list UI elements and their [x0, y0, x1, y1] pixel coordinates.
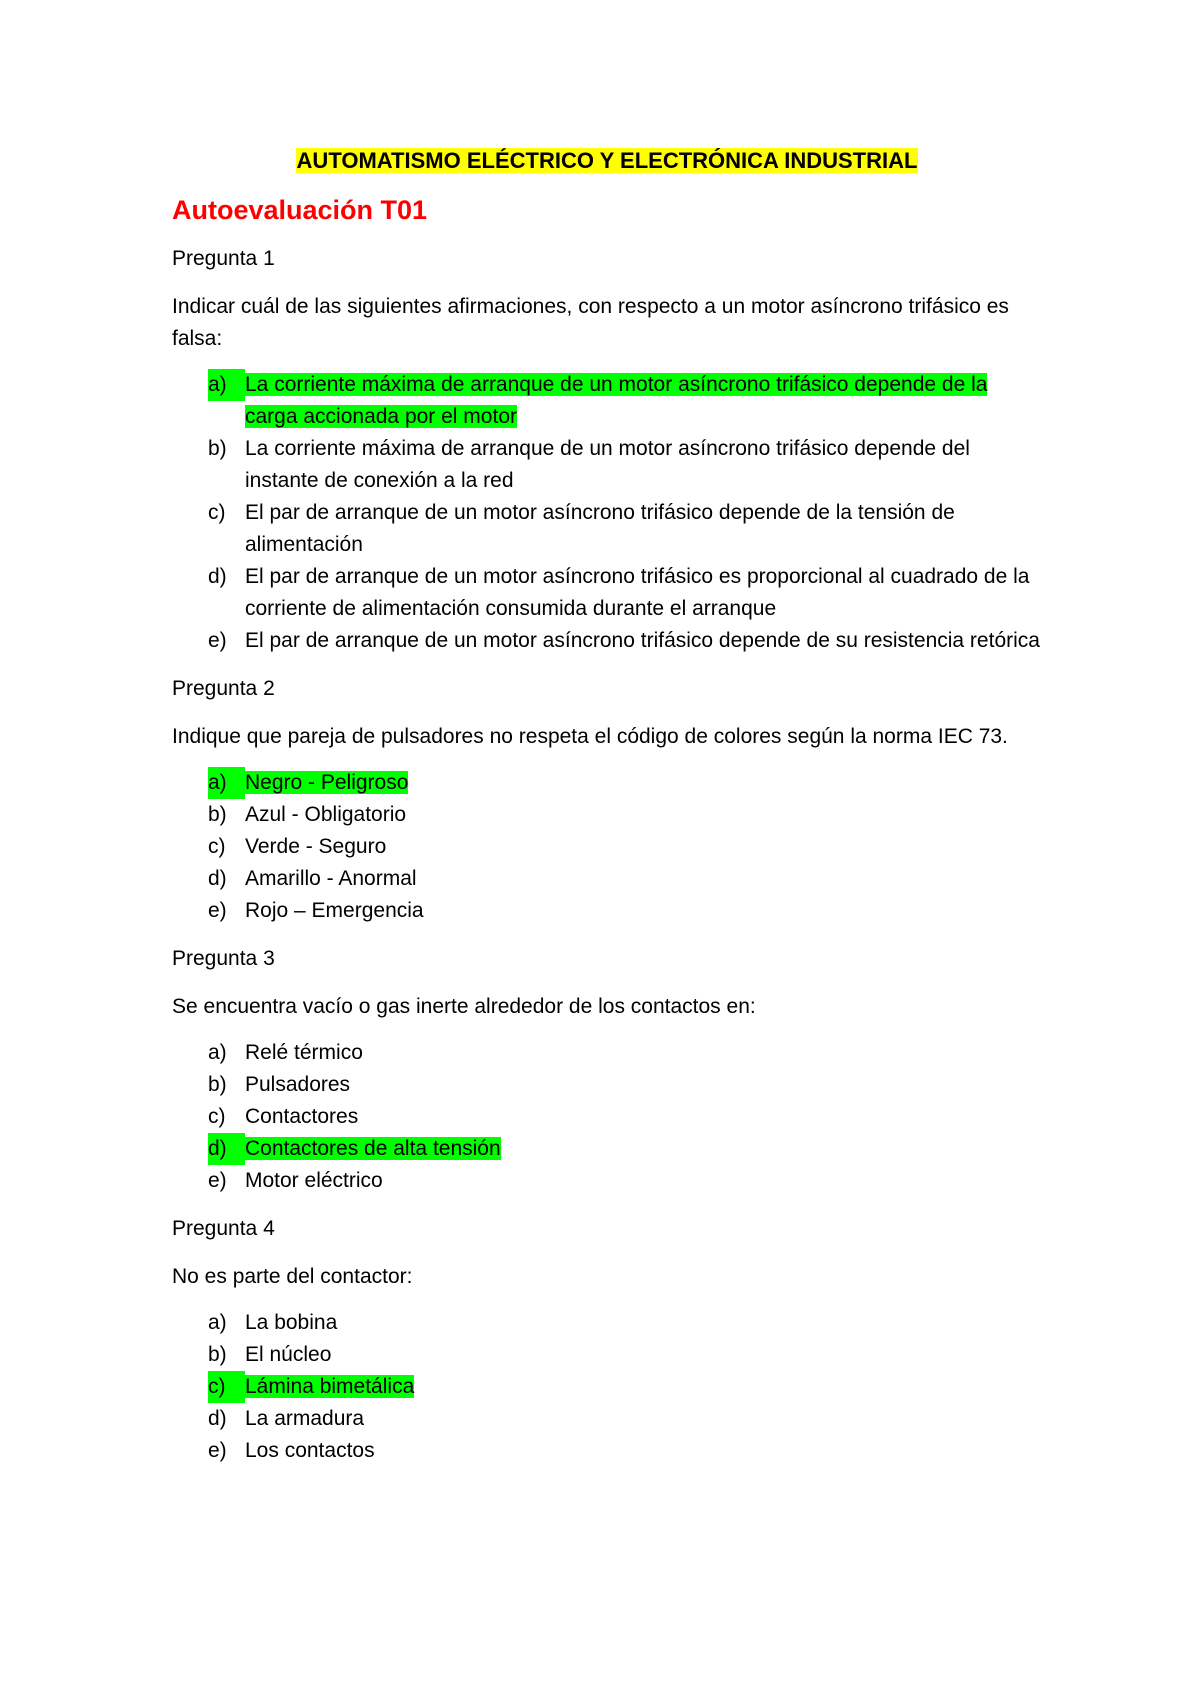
answer-option [172, 1165, 1042, 1197]
option-letter: d) [208, 565, 227, 588]
option-letter: c) [208, 1371, 245, 1403]
question-label: Pregunta 3 [172, 947, 275, 970]
answer-option [172, 1435, 1042, 1467]
question-text: No es parte del contactor: [172, 1265, 413, 1288]
option-text: La corriente máxima de arranque de un motor asíncrono trifásico depende de la carga accionada por el motor [245, 373, 988, 428]
answer-options [172, 767, 1042, 927]
answer-option-correct [172, 767, 1042, 799]
option-text: La armadura [245, 1407, 365, 1430]
option-letter: b) [208, 437, 227, 460]
question-2 [172, 674, 1042, 927]
question-label: Pregunta 4 [172, 1217, 275, 1240]
option-text: Relé térmico [245, 1041, 363, 1064]
option-letter: c) [208, 501, 226, 524]
option-text: Amarillo - Anormal [245, 867, 417, 890]
option-text: Pulsadores [245, 1073, 351, 1096]
option-letter: c) [208, 1105, 226, 1128]
document-subtitle: Autoevaluación T01 [172, 195, 428, 225]
answer-option-correct [172, 1133, 1042, 1165]
option-letter: a) [208, 1041, 227, 1064]
option-letter: b) [208, 1343, 227, 1366]
option-letter: e) [208, 1439, 227, 1462]
option-text: El par de arranque de un motor asíncrono trifásico depende de su resistencia retórica [245, 629, 1040, 652]
option-letter: b) [208, 1073, 227, 1096]
document-title [172, 146, 1042, 176]
question-label: Pregunta 1 [172, 247, 275, 270]
option-text: Contactores de alta tensión [245, 1137, 501, 1160]
answer-options [172, 1037, 1042, 1197]
question-label: Pregunta 2 [172, 677, 275, 700]
option-text: La bobina [245, 1311, 338, 1334]
answer-option [172, 1069, 1042, 1101]
question-text: Se encuentra vacío o gas inerte alrededor de los contactos en: [172, 995, 756, 1018]
question-text: Indicar cuál de las siguientes afirmaciones, con respecto a un motor asíncrono trifásico es falsa: [172, 295, 1009, 350]
option-text: Azul - Obligatorio [245, 803, 407, 826]
option-text: Lámina bimetálica [245, 1375, 415, 1398]
answer-option [172, 1307, 1042, 1339]
question-4 [172, 1214, 1042, 1467]
answer-option [172, 1101, 1042, 1133]
answer-option [172, 1339, 1042, 1371]
option-letter: a) [208, 1311, 227, 1334]
answer-option [172, 895, 1042, 927]
document-title-text: AUTOMATISMO ELÉCTRICO Y ELECTRÓNICA INDUSTRIAL [296, 148, 918, 173]
answer-option [172, 561, 1042, 625]
option-text: El núcleo [245, 1343, 332, 1366]
answer-option [172, 799, 1042, 831]
answer-options [172, 1307, 1042, 1467]
document-page [172, 146, 1042, 1484]
option-letter: c) [208, 835, 226, 858]
answer-option [172, 625, 1042, 657]
option-letter: d) [208, 1407, 227, 1430]
option-text: Los contactos [245, 1439, 375, 1462]
answer-option-correct [172, 369, 1042, 433]
answer-option [172, 497, 1042, 561]
answer-option [172, 831, 1042, 863]
option-letter: e) [208, 629, 227, 652]
option-text: Motor eléctrico [245, 1169, 383, 1192]
option-text: La corriente máxima de arranque de un motor asíncrono trifásico depende del instante de conexión a la red [245, 437, 970, 492]
option-text: El par de arranque de un motor asíncrono trifásico depende de la tensión de alimentación [245, 501, 955, 556]
option-text: Contactores [245, 1105, 359, 1128]
option-letter: b) [208, 803, 227, 826]
option-letter: e) [208, 899, 227, 922]
question-3 [172, 944, 1042, 1197]
answer-option [172, 1403, 1042, 1435]
option-text: Verde - Seguro [245, 835, 387, 858]
option-text: Rojo – Emergencia [245, 899, 424, 922]
option-letter: d) [208, 867, 227, 890]
answer-option-correct [172, 1371, 1042, 1403]
option-letter: e) [208, 1169, 227, 1192]
question-text: Indique que pareja de pulsadores no respeta el código de colores según la norma IEC 73. [172, 725, 1008, 748]
answer-option [172, 863, 1042, 895]
option-letter: a) [208, 767, 245, 799]
option-text: El par de arranque de un motor asíncrono trifásico es proporcional al cuadrado de la corriente de alimentación consumida durante el arranque [245, 565, 1030, 620]
option-letter: a) [208, 369, 245, 401]
answer-options [172, 369, 1042, 657]
option-letter: d) [208, 1133, 245, 1165]
option-text: Negro - Peligroso [245, 771, 409, 794]
answer-option [172, 1037, 1042, 1069]
question-1 [172, 244, 1042, 657]
answer-option [172, 433, 1042, 497]
